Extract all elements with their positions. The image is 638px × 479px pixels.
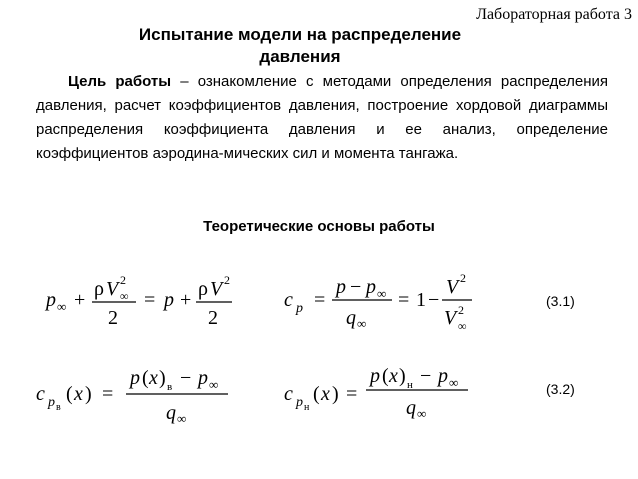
sym-p: p [366, 276, 376, 298]
sym-eq: = [314, 289, 326, 311]
formula-pressure-coefficient [282, 262, 482, 342]
sym-eq: = [102, 383, 114, 405]
sym-sub-v: в [167, 381, 173, 393]
goal-lead: Цель работы [68, 73, 172, 90]
sym-p: p [336, 276, 346, 298]
sym-rp: ) [399, 365, 406, 387]
sym-eq: = [144, 289, 156, 311]
sym-minus: − [428, 289, 440, 311]
sym-minus: − [180, 367, 192, 389]
sym-sub-n: н [407, 379, 413, 391]
sym-c: c [36, 383, 45, 405]
sym-sq: 2 [224, 273, 230, 287]
goal-paragraph [36, 70, 608, 166]
sym-c: c [284, 383, 293, 405]
sym-V: V [446, 276, 459, 298]
sym-inf: ∞ [209, 377, 219, 392]
formula-pressure-coefficient-lower [282, 356, 482, 436]
sym-p: p [46, 289, 56, 311]
sym-sq: 2 [458, 303, 464, 317]
sym-c: c [284, 289, 293, 311]
sym-inf: ∞ [417, 406, 427, 421]
sym-rp: ) [332, 383, 339, 405]
sym-inf: ∞ [377, 286, 387, 301]
equation-number-2: (3.2) [546, 381, 575, 397]
sym-inf: ∞ [357, 316, 367, 331]
title-line-1: Испытание модели на распределение [138, 25, 462, 44]
sym-p: p [130, 367, 140, 389]
sym-sq: 2 [120, 273, 126, 287]
sym-q: q [166, 402, 176, 424]
equation-number-1: (3.1) [546, 293, 575, 309]
sym-sq: 2 [460, 271, 466, 285]
sym-x: x [149, 367, 158, 389]
sym-q: q [406, 397, 416, 419]
sym-rho: ρ [94, 278, 104, 300]
sym-inf: ∞ [57, 299, 67, 314]
goal-dash: – [171, 73, 198, 90]
sym-inf: ∞ [458, 319, 467, 333]
sym-sub-v: в [56, 402, 61, 413]
sym-plus: + [180, 289, 192, 311]
sym-q: q [346, 307, 356, 329]
sym-x: x [74, 383, 83, 405]
sym-eq: = [346, 383, 358, 405]
sym-inf: ∞ [120, 289, 129, 303]
sym-one: 1 [416, 289, 426, 311]
sym-eq: = [398, 289, 410, 311]
sym-p: p [164, 289, 174, 311]
sym-inf: ∞ [177, 411, 187, 426]
sym-p: p [438, 365, 448, 387]
title-line-2: давления [259, 47, 341, 66]
sym-rp: ) [159, 367, 166, 389]
sym-inf: ∞ [449, 375, 459, 390]
page-header-label: Лабораторная работа 3 [476, 6, 632, 23]
formula-bernoulli [36, 262, 236, 337]
sym-p: p [48, 395, 55, 410]
sym-rho: ρ [198, 278, 208, 300]
section-heading: Теоретические основы работы [203, 218, 435, 235]
sym-V: V [210, 278, 223, 300]
sym-sub-n: н [304, 402, 310, 413]
formula-pressure-coefficient-upper [32, 356, 242, 436]
sym-x: x [321, 383, 330, 405]
sym-p: p [296, 301, 303, 316]
sym-lp: ( [66, 383, 73, 405]
sym-rp: ) [85, 383, 92, 405]
sym-lp: ( [142, 367, 149, 389]
sym-lp: ( [382, 365, 389, 387]
page-title [90, 24, 510, 68]
sym-two: 2 [108, 307, 118, 329]
sym-lp: ( [313, 383, 320, 405]
sym-minus: − [420, 365, 432, 387]
goal-text: ознакомление с методами определения распределения давления, расчет коэффициентов давления, построение хордовой диаграммы распределения коэффициента давления и ее анализ, определение коэффициентов аэродина-мических сил и момента тангажа. [36, 73, 608, 162]
sym-V: V [106, 278, 119, 300]
sym-two: 2 [208, 307, 218, 329]
sym-p: p [370, 365, 380, 387]
sym-plus: + [74, 289, 86, 311]
sym-p: p [198, 367, 208, 389]
sym-V: V [444, 307, 457, 329]
sym-x: x [389, 365, 398, 387]
sym-minus: − [350, 276, 362, 298]
sym-p: p [296, 395, 303, 410]
